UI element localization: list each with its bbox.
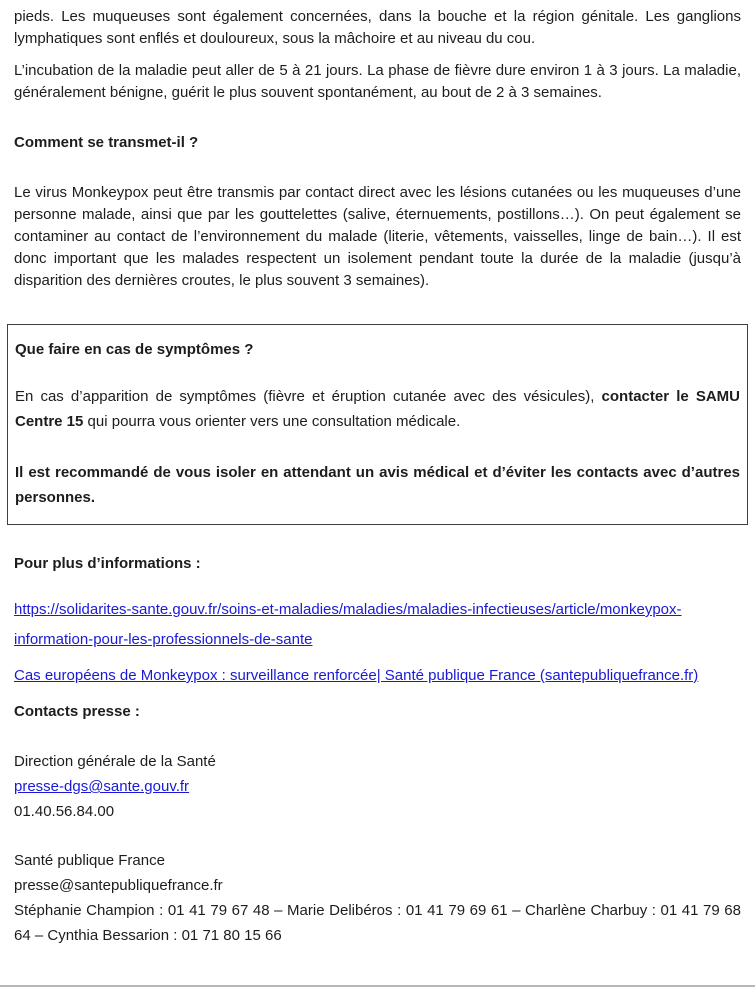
paragraph-transmission: Le virus Monkeypox peut être transmis par contact direct avec les lésions cutanées ou les muqueuses d’une personne malade, ainsi que par les gouttelettes (salive, éternuements, postillons…). On peut également se contaminer au contact de l’environnement du malade (literie, vêtements, vaisselles, linge de bain…). Il est donc important que les malades respectent un isolement pendant toute la durée de la maladie (jusqu’à disparition des dernières croutes, le plus souvent 3 semaines). bbox=[14, 184, 741, 289]
spf-email: presse@santepubliquefrance.fr bbox=[14, 877, 223, 894]
spf-name: Santé publique France bbox=[14, 852, 165, 869]
symptoms-advice-text: En cas d’apparition de symptômes (fièvre et éruption cutanée avec des vésicules), bbox=[15, 388, 602, 405]
symptoms-box bbox=[7, 324, 748, 525]
symptoms-advice-tail: qui pourra vous orienter vers une consultation médicale. bbox=[83, 413, 461, 430]
samu-bold-text: contacter le SAMU Centre 15 bbox=[15, 388, 740, 430]
page-bottom-rule bbox=[0, 985, 755, 987]
dgs-phone: 01.40.56.84.00 bbox=[14, 803, 115, 820]
contact-dgs bbox=[14, 749, 741, 824]
link-block-solidarites-sante bbox=[14, 595, 741, 655]
paragraph-incubation: L’incubation de la maladie peut aller de 5 à 21 jours. La phase de fièvre dure environ 1 à 3 jours. La maladie, généralement bénigne, guérit le plus souvent spontanément, au bout de 2 à 3 semaines. bbox=[14, 62, 741, 101]
dgs-name: Direction générale de la Santé bbox=[14, 753, 216, 770]
paragraph-isolation-advice: Il est recommandé de vous isoler en attendant un avis médical et d’éviter les contacts avec d’autres personnes. bbox=[15, 464, 740, 506]
link-sante-publique-france[interactable]: Cas européens de Monkeypox : surveillance renforcée| Santé publique France (santepubliquefrance.fr) bbox=[14, 667, 699, 684]
paragraph-symptoms-continuation: pieds. Les muqueuses sont également concernées, dans la bouche et la région génitale. Les ganglions lymphatiques sont enflés et douloureux, sous la mâchoire et au niveau du cou. bbox=[14, 8, 741, 47]
dgs-email-row bbox=[14, 774, 741, 799]
spf-press-people: Stéphanie Champion : 01 41 79 67 48 – Marie Delibéros : 01 41 79 69 61 – Charlène Charbuy : 01 41 79 68 64 – Cynthia Bessarion : 01 71 80 15 66 bbox=[14, 902, 741, 944]
heading-symptoms-box: Que faire en cas de symptômes ? bbox=[15, 341, 254, 358]
link-dgs-email[interactable]: presse-dgs@sante.gouv.fr bbox=[14, 778, 190, 795]
link-solidarites-sante[interactable]: https://solidarites-sante.gouv.fr/soins-et-maladies/maladies/maladies-infectieuses/article/monkeypox-information-pour-les-professionnels-de-sante bbox=[14, 601, 682, 648]
heading-transmission: Comment se transmet-il ? bbox=[14, 134, 199, 151]
paragraph-symptoms-advice bbox=[15, 384, 740, 434]
contact-spf bbox=[14, 848, 741, 948]
heading-more-info: Pour plus d’informations : bbox=[14, 555, 201, 572]
heading-press-contacts: Contacts presse : bbox=[14, 703, 140, 720]
link-block-sante-publique bbox=[14, 661, 741, 691]
